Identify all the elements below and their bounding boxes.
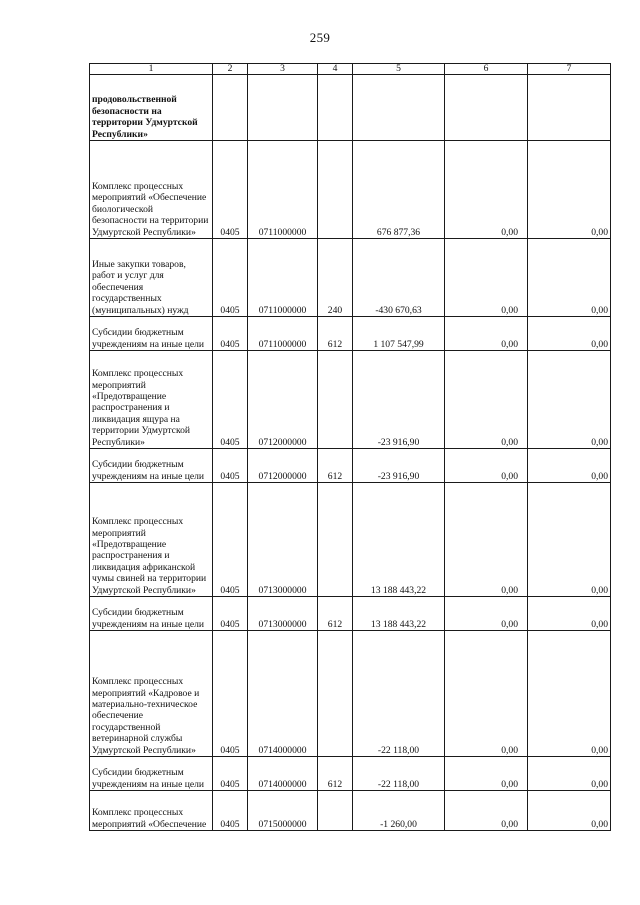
amount-cell: 13 188 443,22: [353, 597, 445, 631]
amount-cell: [353, 75, 445, 141]
target-code-cell: 0714000000: [248, 631, 318, 757]
target-code-cell: 0712000000: [248, 351, 318, 449]
column-header: 6: [445, 64, 528, 75]
table-row: [90, 239, 611, 317]
section-code-cell: 0405: [213, 483, 248, 597]
amount-cell: 1 107 547,99: [353, 317, 445, 351]
row-name-cell: Субсидии бюджетным учреждениям на иные цели: [90, 597, 213, 631]
table-row: [90, 141, 611, 239]
target-code-cell: 0711000000: [248, 317, 318, 351]
value-col7-cell: 0,00: [528, 351, 611, 449]
section-code-cell: 0405: [213, 597, 248, 631]
row-name-cell: Иные закупки товаров, работ и услуг для обеспечения государственных (муниципальных) нужд: [90, 239, 213, 317]
value-col6-cell: 0,00: [445, 239, 528, 317]
column-header: 4: [318, 64, 353, 75]
row-name-cell: Комплекс процессных мероприятий «Предотвращение распространения и ликвидация африканской чумы свиней на территории Удмуртской Республики»: [90, 483, 213, 597]
amount-cell: -430 670,63: [353, 239, 445, 317]
value-col7-cell: 0,00: [528, 483, 611, 597]
row-name-cell: Субсидии бюджетным учреждениям на иные цели: [90, 449, 213, 483]
table-row: [90, 791, 611, 831]
row-name-cell: Субсидии бюджетным учреждениям на иные цели: [90, 317, 213, 351]
value-col7-cell: [528, 75, 611, 141]
value-col7-cell: 0,00: [528, 317, 611, 351]
section-code-cell: [213, 75, 248, 141]
expense-type-cell: [318, 791, 353, 831]
amount-cell: -22 118,00: [353, 631, 445, 757]
table-row: [90, 597, 611, 631]
value-col7-cell: 0,00: [528, 757, 611, 791]
value-col6-cell: 0,00: [445, 351, 528, 449]
table-row: [90, 75, 611, 141]
table-row: [90, 449, 611, 483]
value-col7-cell: 0,00: [528, 239, 611, 317]
expense-type-cell: [318, 631, 353, 757]
column-header: 5: [353, 64, 445, 75]
value-col7-cell: 0,00: [528, 597, 611, 631]
budget-table: [89, 63, 611, 831]
value-col6-cell: [445, 75, 528, 141]
amount-cell: -22 118,00: [353, 757, 445, 791]
value-col6-cell: 0,00: [445, 141, 528, 239]
value-col7-cell: 0,00: [528, 631, 611, 757]
value-col6-cell: 0,00: [445, 757, 528, 791]
table-row: [90, 483, 611, 597]
target-code-cell: [248, 75, 318, 141]
expense-type-cell: 612: [318, 449, 353, 483]
target-code-cell: 0711000000: [248, 239, 318, 317]
target-code-cell: 0715000000: [248, 791, 318, 831]
column-header: 1: [90, 64, 213, 75]
row-name-cell: продовольственной безопасности на территории Удмуртской Республики»: [90, 75, 213, 141]
column-header: 7: [528, 64, 611, 75]
row-name-cell: Комплекс процессных мероприятий «Предотвращение распространения и ликвидация ящура на территории Удмуртской Республики»: [90, 351, 213, 449]
expense-type-cell: 612: [318, 317, 353, 351]
section-code-cell: 0405: [213, 757, 248, 791]
table-row: [90, 757, 611, 791]
row-name-cell: Комплекс процессных мероприятий «Обеспечение биологической безопасности на территории Удмуртской Республики»: [90, 141, 213, 239]
expense-type-cell: [318, 483, 353, 597]
table-row: [90, 351, 611, 449]
amount-cell: -1 260,00: [353, 791, 445, 831]
target-code-cell: 0712000000: [248, 449, 318, 483]
column-header: 3: [248, 64, 318, 75]
target-code-cell: 0713000000: [248, 483, 318, 597]
amount-cell: 676 877,36: [353, 141, 445, 239]
value-col6-cell: 0,00: [445, 631, 528, 757]
value-col6-cell: 0,00: [445, 791, 528, 831]
column-header: 2: [213, 64, 248, 75]
value-col6-cell: 0,00: [445, 317, 528, 351]
section-code-cell: 0405: [213, 141, 248, 239]
value-col7-cell: 0,00: [528, 791, 611, 831]
amount-cell: 13 188 443,22: [353, 483, 445, 597]
target-code-cell: 0711000000: [248, 141, 318, 239]
value-col7-cell: 0,00: [528, 449, 611, 483]
expense-type-cell: [318, 141, 353, 239]
value-col6-cell: 0,00: [445, 449, 528, 483]
expense-type-cell: 612: [318, 757, 353, 791]
header-row: [90, 64, 611, 75]
row-name-cell: Комплекс процессных мероприятий «Кадровое и материально-техническое обеспечение государственной ветеринарной службы Удмуртской Республики»: [90, 631, 213, 757]
section-code-cell: 0405: [213, 449, 248, 483]
section-code-cell: 0405: [213, 239, 248, 317]
amount-cell: -23 916,90: [353, 351, 445, 449]
expense-type-cell: [318, 351, 353, 449]
table-row: [90, 317, 611, 351]
section-code-cell: 0405: [213, 791, 248, 831]
page-number: 259: [309, 30, 331, 45]
table-row: [90, 631, 611, 757]
value-col6-cell: 0,00: [445, 483, 528, 597]
target-code-cell: 0713000000: [248, 597, 318, 631]
value-col7-cell: 0,00: [528, 141, 611, 239]
amount-cell: -23 916,90: [353, 449, 445, 483]
expense-type-cell: 240: [318, 239, 353, 317]
row-name-cell: Субсидии бюджетным учреждениям на иные цели: [90, 757, 213, 791]
section-code-cell: 0405: [213, 631, 248, 757]
value-col6-cell: 0,00: [445, 597, 528, 631]
target-code-cell: 0714000000: [248, 757, 318, 791]
section-code-cell: 0405: [213, 351, 248, 449]
row-name-cell: Комплекс процессных мероприятий «Обеспечение: [90, 791, 213, 831]
section-code-cell: 0405: [213, 317, 248, 351]
expense-type-cell: [318, 75, 353, 141]
expense-type-cell: 612: [318, 597, 353, 631]
